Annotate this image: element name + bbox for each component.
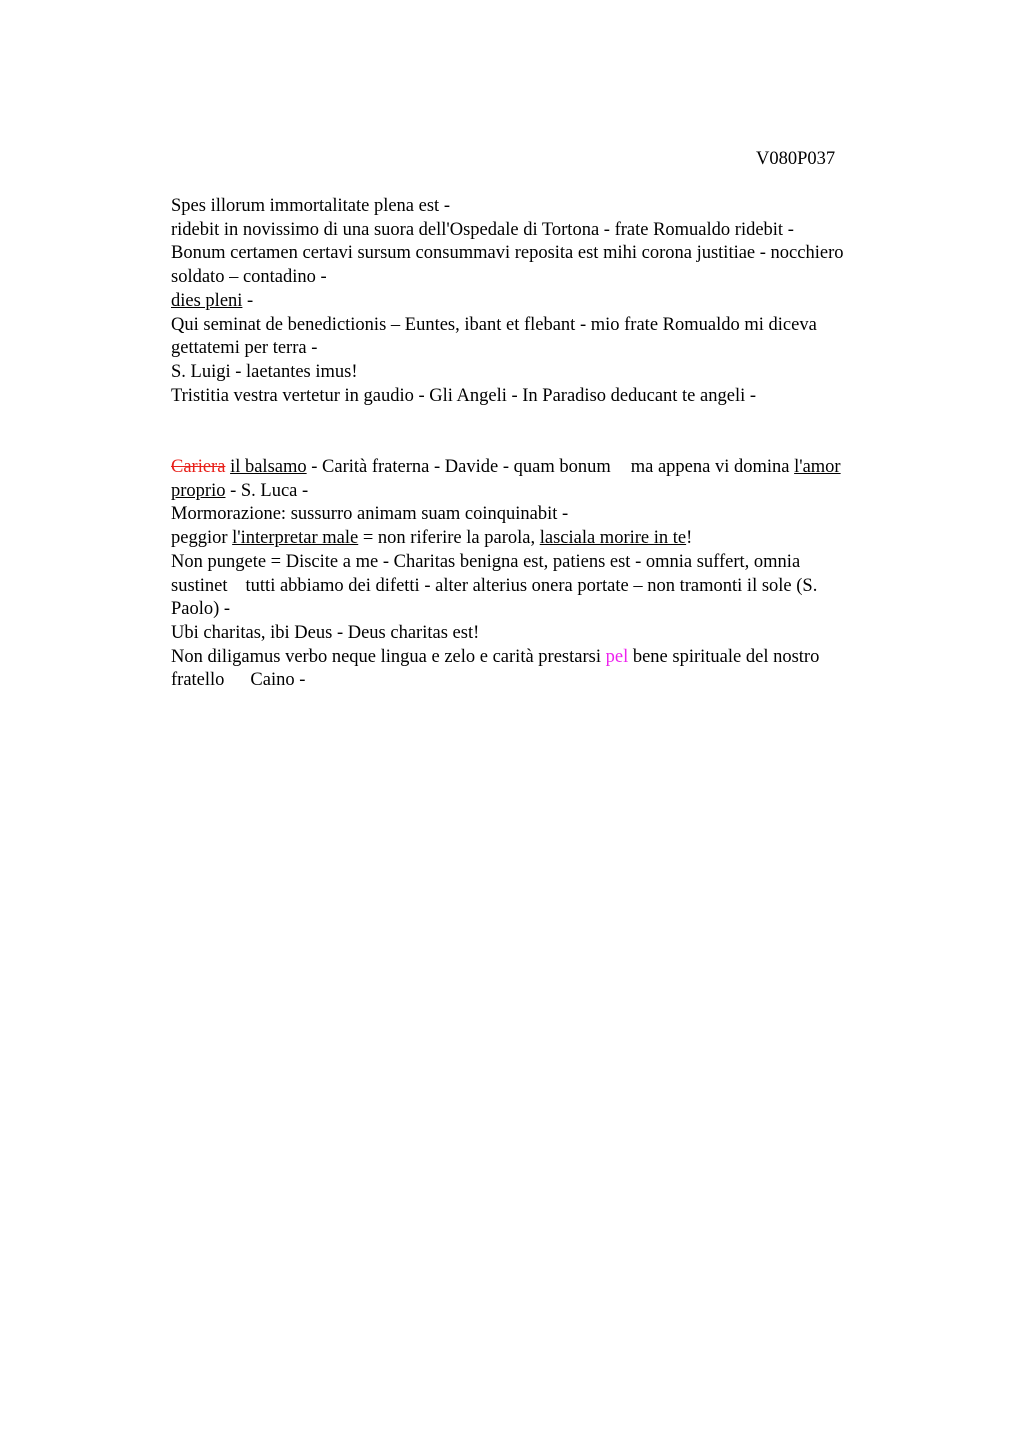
text-fragment: Non diligamus verbo neque lingua e zelo e carità prestarsi	[171, 646, 606, 667]
text-line	[171, 480, 931, 504]
text-fragment: peggior	[171, 528, 233, 549]
text-line: Paolo) -	[171, 599, 231, 620]
highlighted-text: pel	[605, 646, 629, 667]
text-fragment: fratello	[171, 670, 225, 691]
text-section-1	[171, 195, 931, 408]
text-fragment: Caino -	[250, 670, 306, 691]
text-fragment: = non riferire la parola,	[358, 528, 540, 549]
text-line	[171, 575, 931, 599]
text-fragment: -	[242, 290, 254, 311]
text-line: gettatemi per terra -	[171, 338, 318, 359]
text-fragment: - Carità fraterna - Davide - quam bonum	[306, 457, 611, 477]
text-line: Tristitia vestra vertetur in gaudio - Gli Angeli - In Paradiso deducant te angeli -	[171, 385, 757, 406]
text-line: S. Luigi - laetantes imus!	[171, 361, 358, 382]
underlined-text: lasciala morire in te	[539, 528, 687, 549]
text-fragment: bene spirituale del nostro	[628, 646, 820, 667]
underlined-text: l'amor	[794, 457, 841, 477]
underlined-text: proprio	[171, 480, 226, 501]
text-line	[171, 456, 931, 480]
text-fragment: - S. Luca -	[225, 480, 309, 501]
text-line: ridebit in novissimo di una suora dell'Ospedale di Tortona - frate Romualdo ridebit -	[171, 219, 794, 240]
text-line: Ubi charitas, ibi Deus - Deus charitas est!	[171, 622, 480, 643]
text-fragment: sustinet	[171, 575, 228, 596]
text-line: Mormorazione: sussurro animam suam coinquinabit -	[171, 504, 569, 525]
text-line	[171, 646, 931, 670]
underlined-text: il balsamo	[230, 457, 307, 477]
text-line: Spes illorum immortalitate plena est -	[171, 196, 450, 216]
document-id: V080P037	[756, 149, 836, 169]
text-line: Bonum certamen certavi sursum consummavi reposita est mihi corona justitiae - nocchiero	[171, 243, 844, 264]
text-line	[171, 527, 931, 551]
struck-text: Cariera	[171, 457, 226, 477]
text-fragment: ma appena vi domina	[630, 457, 795, 477]
text-line	[171, 290, 931, 314]
text-line: soldato – contadino -	[171, 267, 327, 288]
underlined-text: dies pleni	[171, 290, 243, 311]
text-line: Non pungete = Discite a me - Charitas benigna est, patiens est - omnia suffert, omnia	[171, 551, 801, 572]
text-fragment: !	[686, 528, 693, 549]
text-fragment: tutti abbiamo dei difetti - alter alterius onera portate – non tramonti il sole (S.	[245, 575, 818, 596]
text-line	[171, 669, 931, 693]
underlined-text: l'interpretar male	[232, 528, 359, 549]
text-section-2	[171, 456, 931, 693]
text-line: Qui seminat de benedictionis – Euntes, ibant et flebant - mio frate Romualdo mi diceva	[171, 314, 817, 335]
